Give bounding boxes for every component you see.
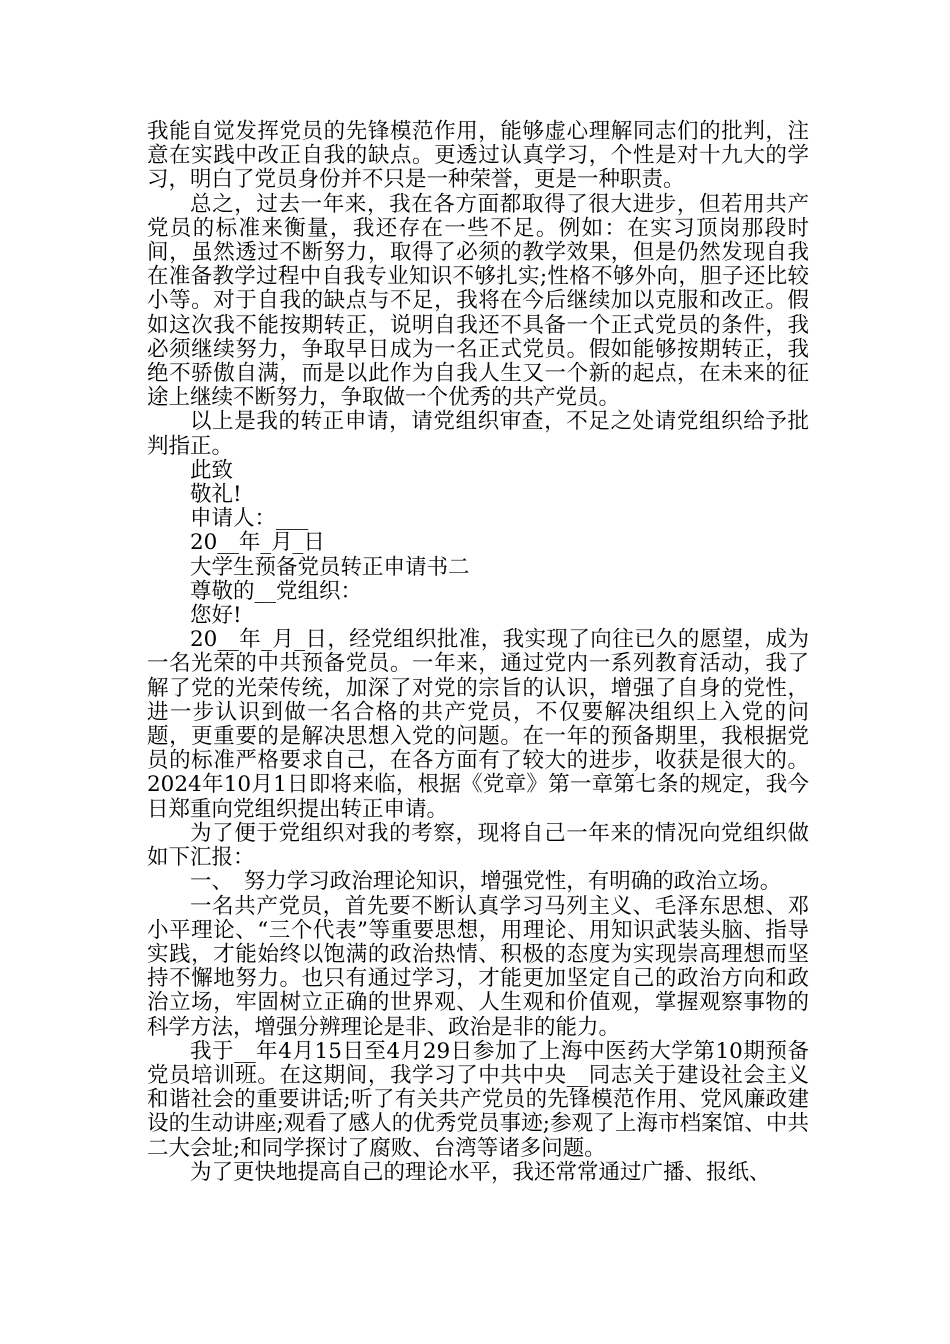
greeting-line: 尊敬的__党组织： — [190, 578, 363, 604]
paragraph: 我于__年4月15日至4月29日参加了上海中医药大学第10期预备党员培训班。在这期间，我学习了中共中央__同志关于建设社会主义和谐社会的重要讲话;听了有关共产党员的先锋模范作用、党风廉政建设的生动讲座;观看了感人的优秀党员事迹;参观了上海市档案馆、中共二大会址;和同学探讨了腐败、台湾等诸多问题。 — [147, 1038, 809, 1161]
section-heading: 一、 努力学习政治理论知识，增强党性，有明确的政治立场。 — [190, 869, 782, 895]
section-title: 大学生预备党员转正申请书二 — [190, 554, 470, 580]
closing-salutation: 此致 — [190, 457, 234, 483]
date-line: 20__年_月_日 — [190, 530, 325, 556]
paragraph: 总之，过去一年来，我在各方面都取得了很大进步，但若用共产党员的标准来衡量，我还存在一些不足。例如：在实习顶岗那段时间，虽然透过不断努力，取得了必须的教学效果，但是仍然发现自我在准备教学过程中自我专业知识不够扎实;性格不够外向，胆子还比较小等。对于自我的缺点与不足，我将在今后继续加以克服和改正。假如这次我不能按期转正，说明自我还不具备一个正式党员的条件，我必须继续努力，争取早日成为一名正式党员。假如能够按期转正，我绝不骄傲自满，而是以此作为自我人生又一个新的起点，在未来的征途上继续不断努力，争取做一个优秀的共产党员。 — [147, 191, 809, 411]
paragraph: 20__年_月_日，经党组织批准，我实现了向往已久的愿望，成为一名光荣的中共预备党员。一年来，通过党内一系列教育活动，我了解了党的光荣传统，加深了对党的宗旨的认识，增强了自身的党性，进一步认识到做一名合格的共产党员，不仅要解决组织上入党的问题，更重要的是解决思想入党的问题。在一年的预备期里，我根据党员的标准严格要求自己，在各方面有了较大的进步，收获是很大的。2024年10月1日即将来临，根据《党章》第一章第七条的规定，我今日郑重向党组织提出转正申请。 — [147, 627, 809, 822]
paragraph: 为了更快地提高自己的理论水平，我还常常通过广播、报纸、 — [190, 1159, 771, 1185]
closing-respect: 敬礼! — [190, 482, 242, 508]
paragraph: 为了便于党组织对我的考察，现将自己一年来的情况向党组织做如下汇报： — [147, 820, 809, 871]
paragraph: 一名共产党员，首先要不断认真学习马列主义、毛泽东思想、邓小平理论、“三个代表”等重要思想，用理论、用知识武装头脑、指导实践，才能始终以饱满的政治热情、积极的态度为实现崇高理想而坚持不懈地努力。也只有通过学习，才能更加坚定自己的政治方向和政治立场，牢固树立正确的世界观、人生观和价值观，掌握观察事物的科学方法，增强分辨理论是非、政治是非的能力。 — [147, 893, 809, 1040]
paragraph: 我能自觉发挥党员的先锋模范作用，能够虚心理解同志们的批判，注意在实践中改正自我的缺点。更透过认真学习，个性是对十九大的学习，明白了党员身份并不只是一种荣誉，更是一种职责。 — [147, 119, 809, 193]
document-page — [147, 120, 809, 1185]
paragraph: 以上是我的转正申请，请党组织审查，不足之处请党组织给予批判指正。 — [147, 409, 809, 459]
greeting-hello: 您好! — [190, 603, 242, 629]
applicant-line: 申请人：___ — [190, 506, 309, 532]
